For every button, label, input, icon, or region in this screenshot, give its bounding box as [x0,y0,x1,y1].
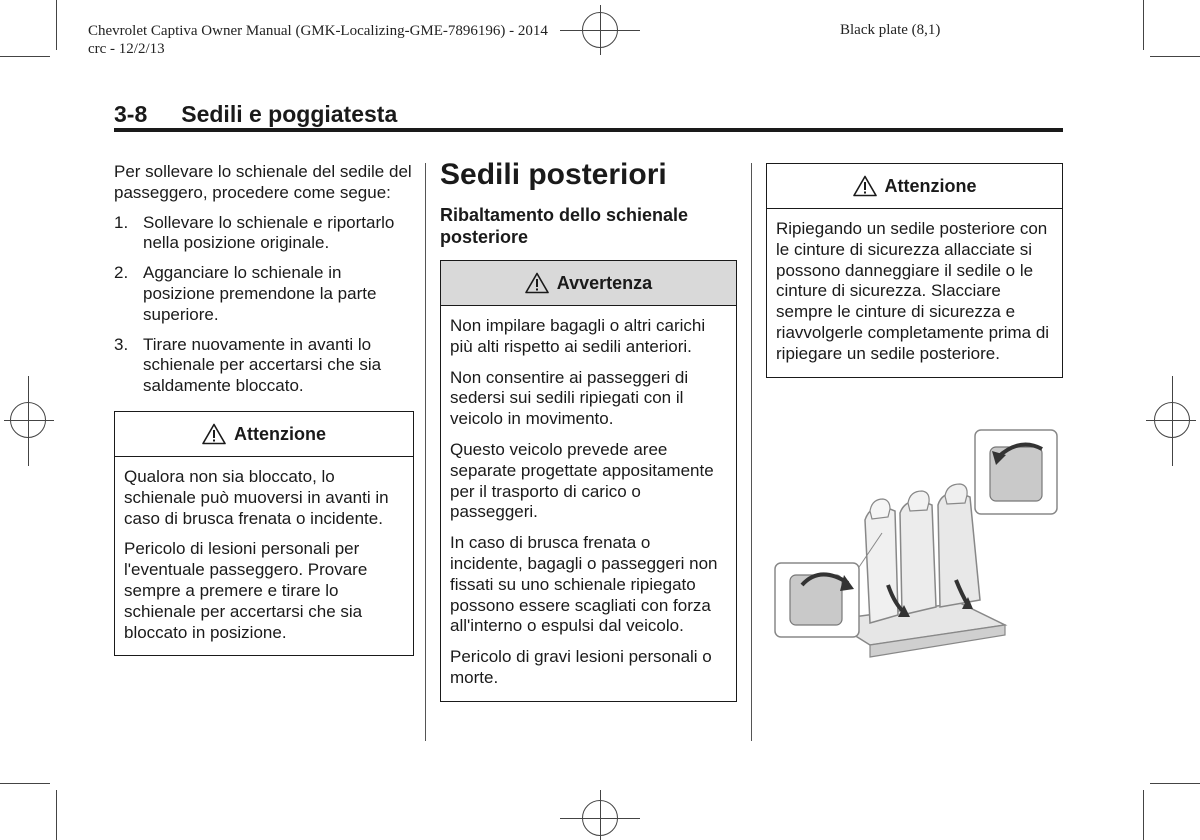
heading-rule [114,128,1063,132]
caution-paragraph: Qualora non sia bloccato, lo schienale può muoversi in avanti in caso di brusca frenata o incidente. [124,466,389,528]
crop-mark [1150,783,1200,784]
section-title: Sedili e poggiatesta [181,101,398,127]
warning-paragraph: In caso di brusca frenata o incidente, bagagli o passeggeri non fissati su uno schienale ripiegato possono essere scagliati con forza all'interno o espulsi dal veicolo. [450,533,718,636]
plate-label: Black plate (8,1) [840,22,941,38]
warning-paragraph: Non consentire ai passeggeri di sedersi sui sedili ripiegati con il veicolo in movimento. [450,367,689,429]
caution-title: Attenzione [234,423,326,444]
list-item: 1. Sollevare lo schienale e riportarlo nella posizione originale. [114,212,395,253]
rear-seats-title: Sedili posteriori [440,158,667,191]
column-divider [425,163,426,741]
crop-mark [56,790,57,840]
crop-mark [0,783,50,784]
warning-paragraph: Pericolo di gravi lesioni personali o morte. [450,647,712,687]
caution-paragraph: Pericolo di lesioni personali per l'eventuale passeggero. Provare sempre a premere e tirare lo schienale per accertarsi che sia bloccato in posizione. [124,539,368,642]
caution-paragraph: Ripiegando un sedile posteriore con le cinture di sicurezza allacciate si possono danneggiare il sedile o le cinture di sicurezza. Slacciare sempre le cinture di sicurezza e riavvolgerle completamente prima di ripiegare un sedile posteriore. [776,219,1050,363]
document-header [88,22,548,58]
crop-mark [1143,790,1144,840]
column-1 [114,162,414,656]
column-2 [440,158,740,702]
warning-triangle-icon [525,272,549,294]
warning-box [440,260,737,702]
list-item: 3. Tirare nuovamente in avanti lo schienale per accertarsi che sia saldamente bloccato. [114,334,382,396]
section-number: 3-8 [114,101,148,127]
caution-box [114,411,414,656]
warning-triangle-icon [853,175,877,197]
section-heading [114,101,397,128]
caution-box [766,163,1063,378]
caution-body [767,209,1062,377]
crop-mark [56,0,57,50]
caution-title: Attenzione [884,175,977,196]
header-line-2: crc - 12/2/13 [88,41,165,57]
warning-paragraph: Non impilare bagagli o altri carichi più alti rispetto ai sedili anteriori. [450,316,706,356]
rear-seat-fold-illustration [770,425,1060,660]
list-item: 2. Agganciare lo schienale in posizione premendone la parte superiore. [114,263,377,324]
caution-header [115,412,413,457]
intro-paragraph: Per sollevare lo schienale del sedile del passeggero, procedere come segue: [114,162,412,202]
warning-triangle-icon [202,423,226,445]
caution-body [115,457,413,655]
column-divider [751,163,752,741]
warning-body [441,306,736,701]
warning-paragraph: Questo veicolo prevede aree separate progettate appositamente per il trasporto di carico o passeggeri. [450,439,714,522]
header-line-1: Chevrolet Captiva Owner Manual (GMK-Localizing-GME-7896196) - 2014 [88,23,548,39]
crop-mark [0,56,50,57]
steps-list [114,213,414,397]
column-3 [766,163,1063,378]
warning-header [441,261,736,306]
caution-header [767,164,1062,209]
crop-mark [1143,0,1144,50]
crop-mark [1150,56,1200,57]
warning-title: Avvertenza [556,272,653,293]
fold-subtitle: Ribaltamento dello schienale posteriore [440,205,689,247]
